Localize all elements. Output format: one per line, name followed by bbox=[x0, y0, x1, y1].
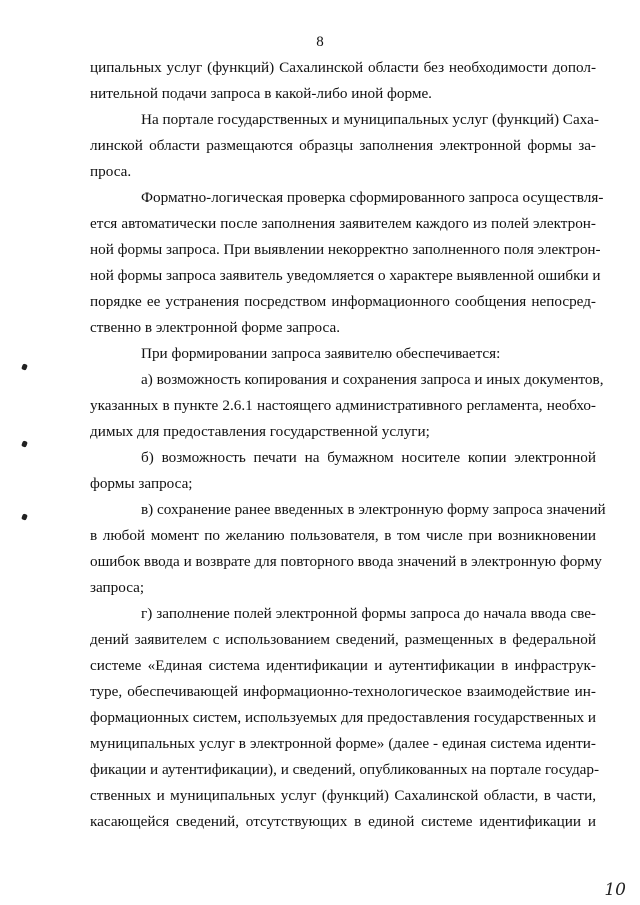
text-line: указанных в пункте 2.6.1 настоящего административного регламента, необхо- bbox=[90, 397, 596, 414]
text-line: проса. bbox=[90, 163, 132, 180]
page-number: 8 bbox=[316, 34, 324, 50]
text-line: а) возможность копирования и сохранения запроса и иных документов, bbox=[141, 371, 604, 388]
text-line: касающейся сведений, отсутствующих в единой системе идентификации и bbox=[90, 813, 596, 830]
text-line: ошибок ввода и возврате для повторного ввода значений в электронную форму bbox=[90, 553, 602, 570]
text-line: запроса; bbox=[90, 579, 145, 596]
margin-mark bbox=[21, 440, 28, 447]
text-line: димых для предоставления государственной услуги; bbox=[90, 423, 430, 440]
text-line: порядке ее устранения посредством информационного сообщения непосред- bbox=[90, 293, 596, 310]
margin-mark bbox=[21, 513, 28, 520]
text-line: нительной подачи запроса в какой-либо иной форме. bbox=[90, 85, 432, 102]
text-line: ственно в электронной форме запроса. bbox=[90, 319, 340, 336]
text-line: муниципальных услуг в электронной форме» (далее - единая система иденти- bbox=[90, 735, 596, 752]
text-line: ется автоматически после заполнения заявителем каждого из полей электрон- bbox=[90, 215, 596, 232]
text-line: На портале государственных и муниципальных услуг (функций) Саха- bbox=[141, 111, 599, 128]
text-line: в любой момент по желанию пользователя, в том числе при возникновении bbox=[90, 527, 596, 544]
handwritten-page-number: 10 bbox=[604, 880, 626, 900]
text-line: формационных систем, используемых для предоставления государственных и bbox=[90, 709, 596, 726]
text-line: системе «Единая система идентификации и аутентификации в инфраструк- bbox=[90, 657, 596, 674]
text-line: ственных и муниципальных услуг (функций) Сахалинской области, в части, bbox=[90, 787, 596, 804]
text-line: в) сохранение ранее введенных в электронную форму запроса значений bbox=[141, 501, 606, 518]
text-line: б) возможность печати на бумажном носителе копии электронной bbox=[141, 449, 596, 466]
text-line: ной формы запроса заявитель уведомляется о характере выявленной ошибки и bbox=[90, 267, 601, 284]
text-line: фикации и аутентификации), и сведений, опубликованных на портале государ- bbox=[90, 761, 600, 778]
margin-mark bbox=[21, 363, 28, 370]
text-line: формы запроса; bbox=[90, 475, 193, 492]
text-line: ципальных услуг (функций) Сахалинской области без необходимости допол- bbox=[90, 59, 596, 76]
text-line: При формировании запроса заявителю обеспечивается: bbox=[141, 345, 501, 362]
text-line: Форматно-логическая проверка сформированного запроса осуществля- bbox=[141, 189, 604, 206]
text-line: линской области размещаются образцы заполнения электронной формы за- bbox=[90, 137, 596, 154]
text-line: дений заявителем с использованием сведений, размещенных в федеральной bbox=[90, 631, 596, 648]
text-line: туре, обеспечивающей информационно-технологическое взаимодействие ин- bbox=[90, 683, 596, 700]
text-line: г) заполнение полей электронной формы запроса до начала ввода све- bbox=[141, 605, 596, 622]
text-line: ной формы запроса. При выявлении некорректно заполненного поля электрон- bbox=[90, 241, 601, 258]
